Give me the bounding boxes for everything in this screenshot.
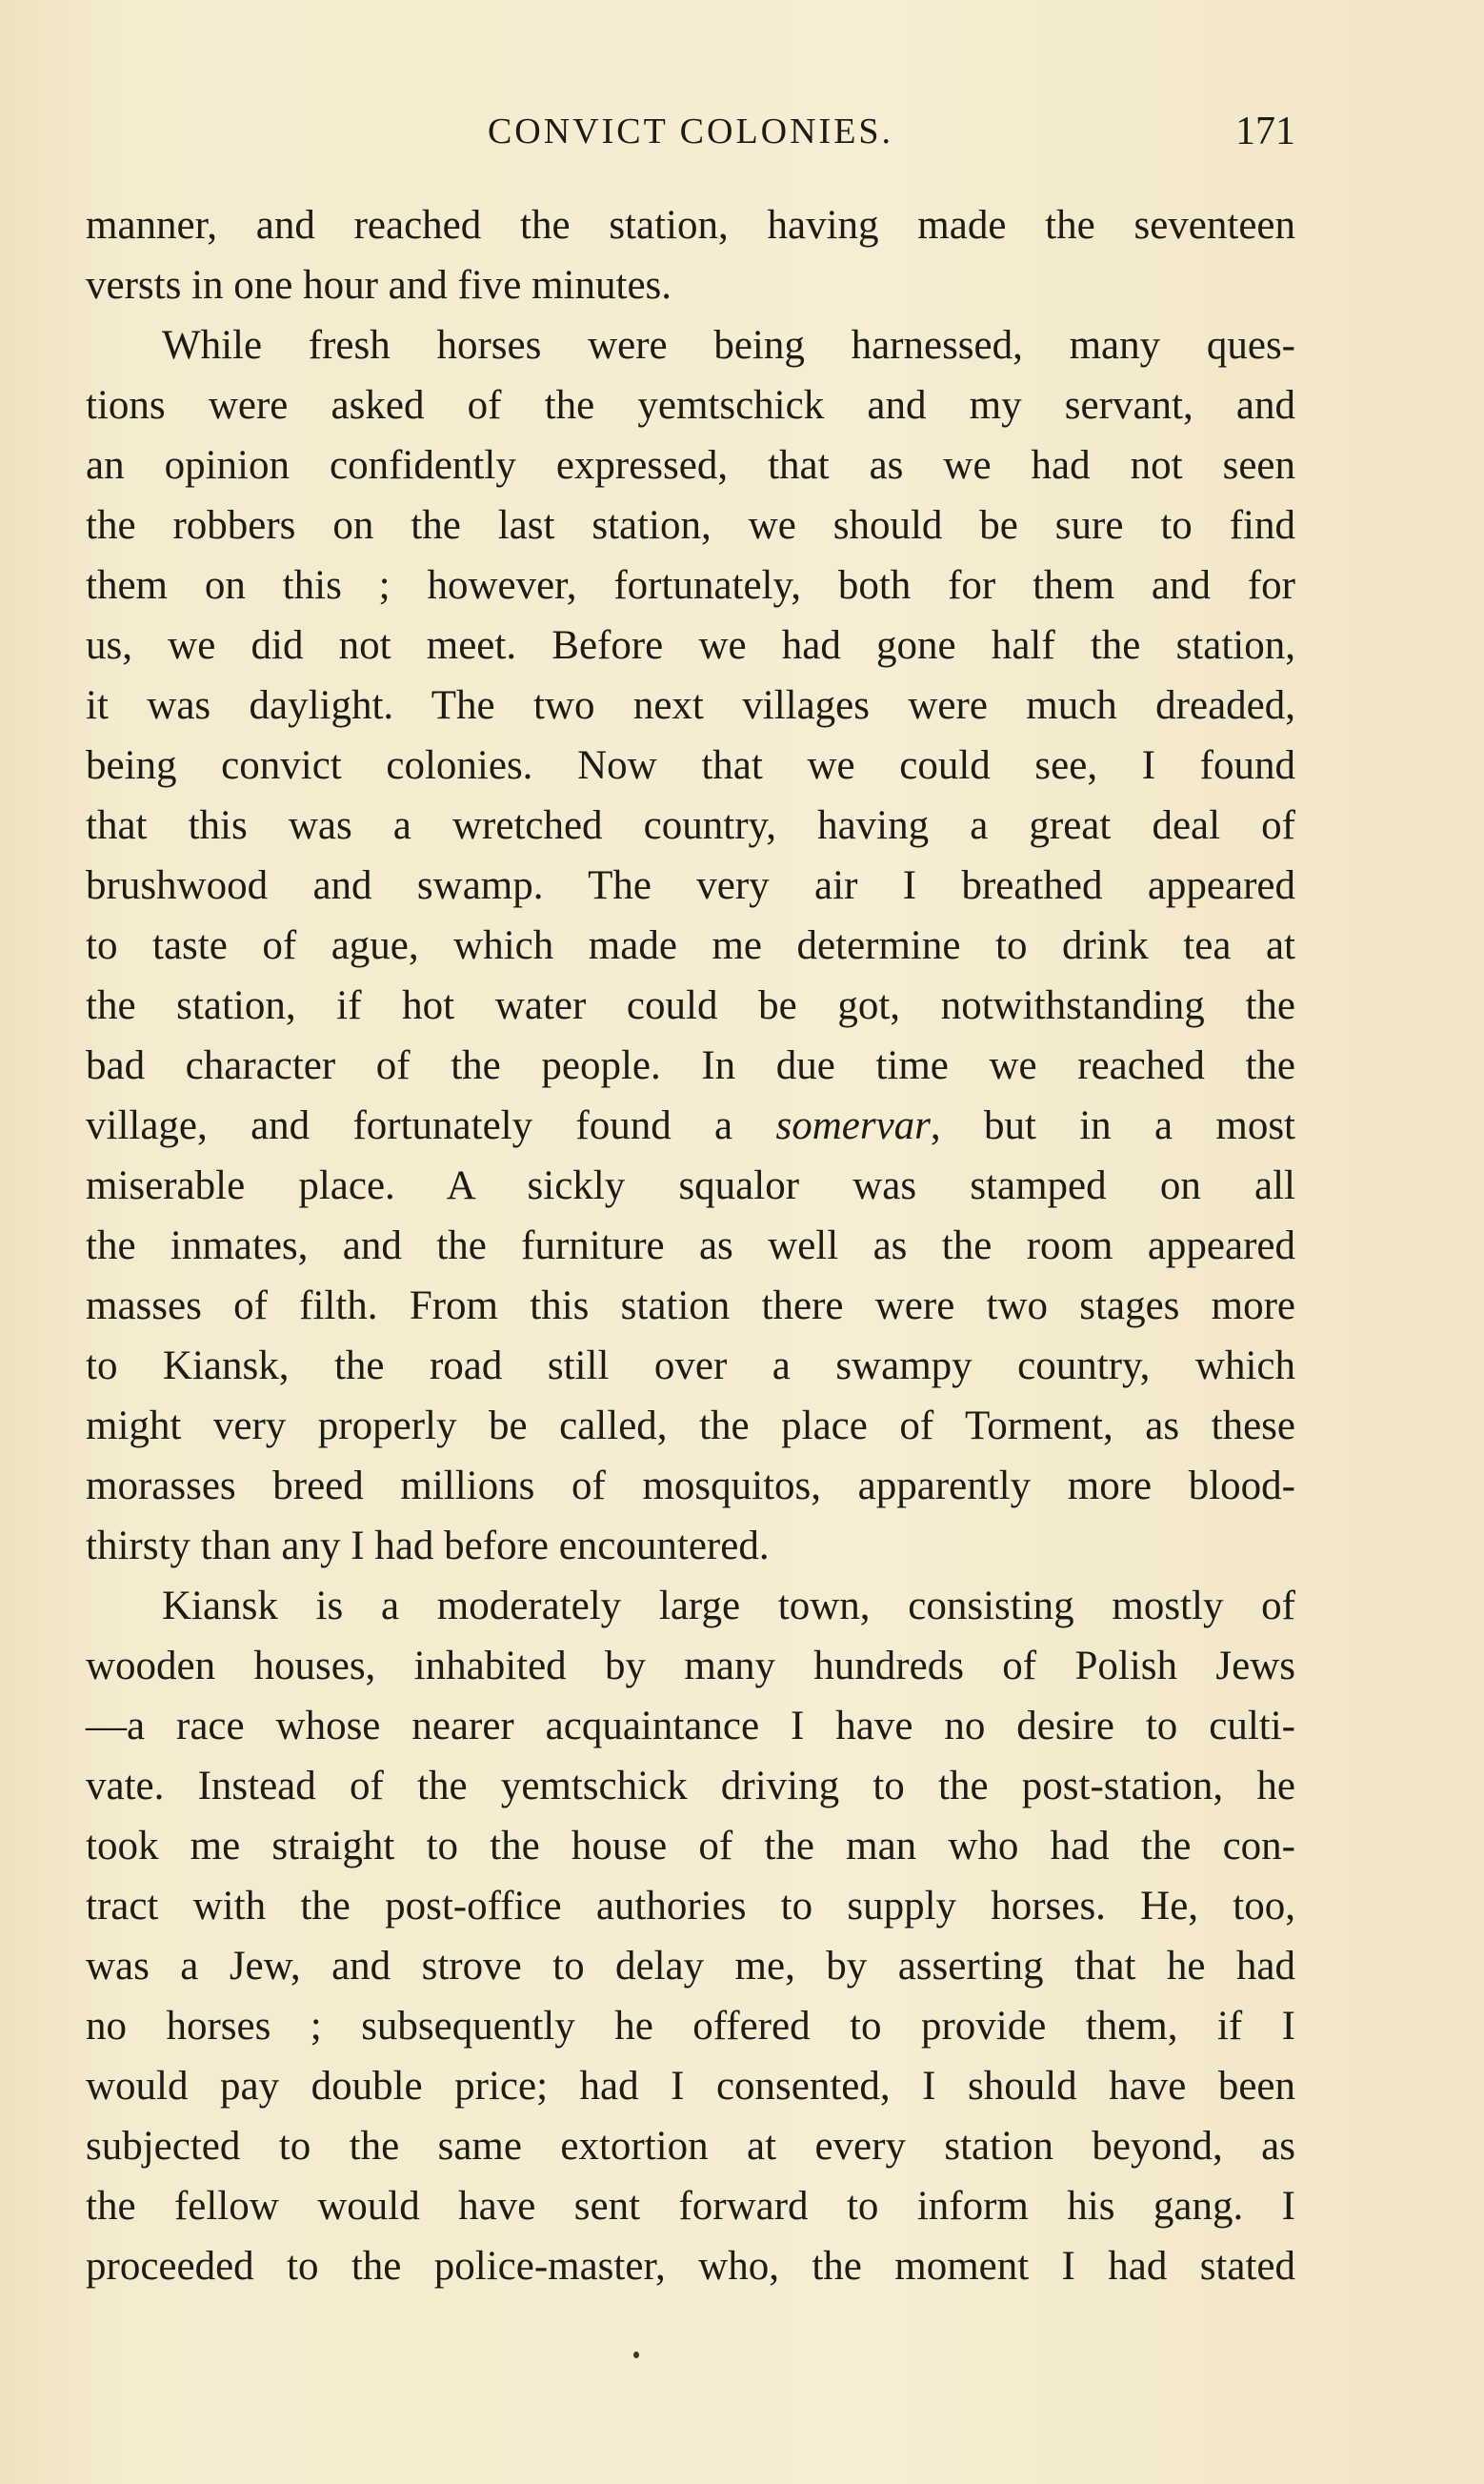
text-line: —a race whose nearer acquaintance I have no desire to culti- <box>86 1704 1295 1748</box>
text-line: tract with the post-office authories to supply horses. He, too, <box>86 1884 1295 1929</box>
text-line: to taste of ague, which made me determine to drink tea at <box>86 923 1295 968</box>
text-segment: village, and fortunately found a <box>86 1103 776 1148</box>
text-line: us, we did not meet. Before we had gone half the station, <box>86 623 1295 668</box>
text-line: them on this ; however, fortunately, both for them and for <box>86 563 1295 608</box>
text-line: While fresh horses were being harnessed, many ques- <box>162 323 1295 368</box>
text-line: vate. Instead of the yemtschick driving to the post-station, he <box>86 1764 1295 1808</box>
text-line <box>86 1096 1295 1156</box>
text-line: Kiansk is a moderately large town, consisting mostly of <box>162 1584 1295 1628</box>
text-segment: , but in a most <box>930 1103 1296 1148</box>
body-text <box>86 195 1295 2296</box>
text-line: the fellow would have sent forward to inform his gang. I <box>86 2184 1295 2229</box>
text-line: the station, if hot water could be got, notwithstanding the <box>86 983 1295 1028</box>
text-line: was a Jew, and strove to delay me, by asserting that he had <box>86 1944 1295 1989</box>
text-line: would pay double price; had I consented, I should have been <box>86 2064 1295 2109</box>
text-line: bad character of the people. In due time we reached the <box>86 1043 1295 1088</box>
text-line: wooden houses, inhabited by many hundreds of Polish Jews <box>86 1644 1295 1688</box>
text-line: took me straight to the house of the man who had the con- <box>86 1824 1295 1868</box>
text-line: manner, and reached the station, having made the seventeen <box>86 203 1295 248</box>
ink-speck <box>633 2352 639 2358</box>
text-line: to Kiansk, the road still over a swampy country, which <box>86 1343 1295 1388</box>
text-line: masses of filth. From this station there were two stages more <box>86 1283 1295 1328</box>
text-line: brushwood and swamp. The very air I breathed appeared <box>86 863 1295 908</box>
italic-term: somervar <box>775 1103 931 1148</box>
text-line: the inmates, and the furniture as well as the room appeared <box>86 1223 1295 1268</box>
text-line: morasses breed millions of mosquitos, apparently more blood- <box>86 1464 1295 1508</box>
running-head <box>86 103 1295 160</box>
text-line: that this was a wretched country, having a great deal of <box>86 803 1295 848</box>
running-title: CONVICT COLONIES. <box>487 111 894 151</box>
page-number: 171 <box>1235 110 1295 153</box>
text-line: it was daylight. The two next villages were much dreaded, <box>86 683 1295 728</box>
text-line: no horses ; subsequently he offered to provide them, if I <box>86 2004 1295 2049</box>
text-line: the robbers on the last station, we should be sure to find <box>86 503 1295 548</box>
text-line: might very properly be called, the place of Torment, as these <box>86 1404 1295 1448</box>
text-line: subjected to the same extortion at every station beyond, as <box>86 2124 1295 2169</box>
text-line: being convict colonies. Now that we could see, I found <box>86 743 1295 788</box>
text-line: tions were asked of the yemtschick and my servant, and <box>86 383 1295 428</box>
text-line: miserable place. A sickly squalor was stamped on all <box>86 1163 1295 1208</box>
text-line: thirsty than any I had before encountered. <box>86 1524 770 1568</box>
text-line: proceeded to the police-master, who, the moment I had stated <box>86 2244 1295 2289</box>
text-line: an opinion confidently expressed, that as we had not seen <box>86 443 1295 488</box>
text-line: versts in one hour and five minutes. <box>86 263 672 308</box>
